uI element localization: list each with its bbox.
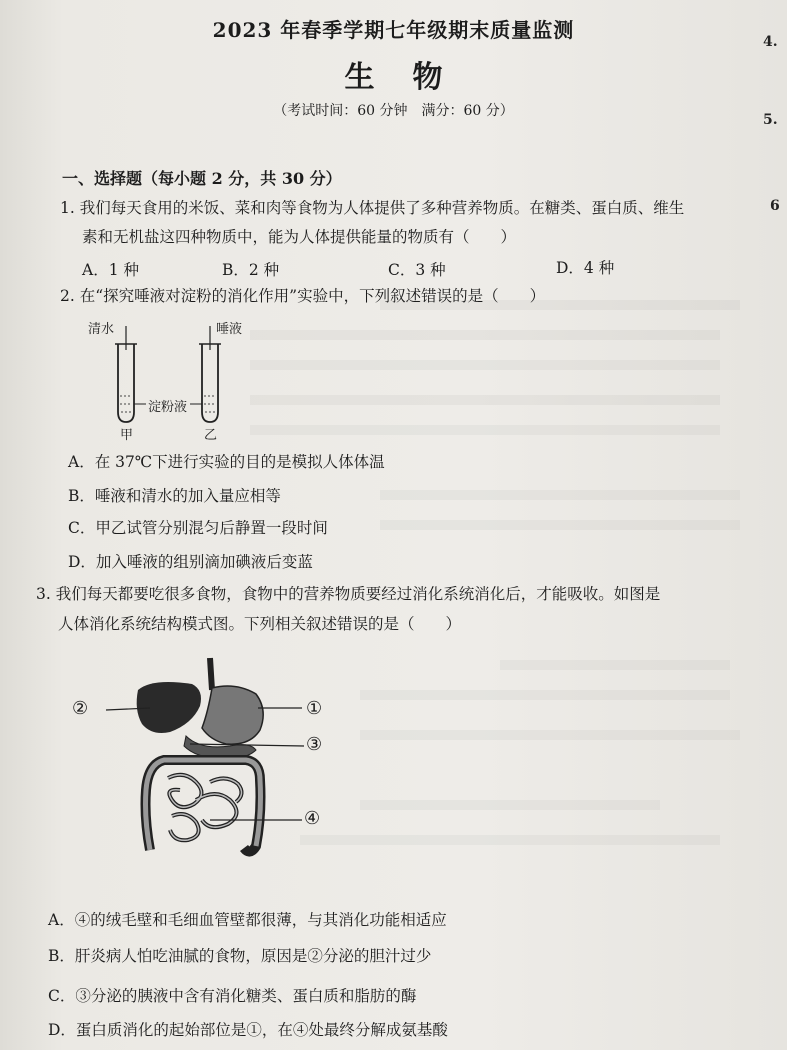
q2-option-d: D．加入唾液的组别滴加碘液后变蓝 (68, 553, 313, 571)
q3-option-c: C．③分泌的胰液中含有消化糖类、蛋白质和脂肪的酶 (48, 987, 417, 1005)
label-water: 清水 (88, 322, 115, 337)
q2-stem: 2. 在“探究唾液对淀粉的消化作用”实验中，下列叙述错误的是（ ） (60, 287, 546, 305)
label-1-stomach: ① (306, 698, 323, 719)
test-tubes-drawing (84, 320, 244, 440)
q3-option-d: D．蛋白质消化的起始部位是①，在④处最终分解成氨基酸 (48, 1021, 448, 1039)
q3-option-b: B．肝炎病人怕吃油腻的食物，原因是②分泌的胆汁过少 (48, 947, 432, 965)
label-starch: 淀粉液 (148, 400, 188, 415)
q2-option-c: C．甲乙试管分别混匀后静置一段时间 (68, 519, 328, 537)
label-3-pancreas: ③ (306, 734, 323, 755)
label-tube-a: 甲 (120, 428, 134, 443)
q3-stem-line2: 人体消化系统结构模式图。下列相关叙述错误的是（ ） (58, 615, 462, 633)
edge-mark-5: 5. (763, 112, 778, 128)
q2-option-a: A．在 37℃下进行实验的目的是模拟人体体温 (68, 453, 385, 471)
edge-mark-6: 6 (770, 198, 780, 214)
digestive-system-drawing (60, 650, 350, 870)
exam-info: （考试时间：60 分钟 满分：60 分） (273, 103, 514, 119)
label-tube-b: 乙 (204, 428, 218, 443)
label-2-liver: ② (72, 698, 89, 719)
q1-option-b: B．2 种 (222, 261, 280, 279)
label-saliva: 唾液 (216, 322, 243, 337)
q2-option-b: B．唾液和清水的加入量应相等 (68, 487, 281, 505)
q1-option-d: D．4 种 (556, 259, 615, 277)
q3-option-a: A．④的绒毛壁和毛细血管壁都很薄，与其消化功能相适应 (48, 911, 447, 929)
subject-title: 生物 (344, 60, 481, 95)
q1-stem-line1: 1. 我们每天食用的米饭、菜和肉等食物为人体提供了多种营养物质。在糖类、蛋白质、维生 (60, 199, 685, 217)
edge-mark-4: 4. (763, 34, 778, 50)
q1-option-a: A．1 种 (82, 261, 139, 279)
exam-title: 2023 年春季学期七年级期末质量监测 (212, 18, 575, 42)
section-heading: 一、选择题（每小题 2 分，共 30 分） (62, 169, 342, 188)
label-4-small-intestine: ④ (304, 808, 321, 829)
q1-option-c: C．3 种 (388, 261, 446, 279)
q1-stem-line2: 素和无机盐这四种物质中，能为人体提供能量的物质有（ ） (82, 228, 517, 246)
q3-stem-line1: 3. 我们每天都要吃很多食物，食物中的营养物质要经过消化系统消化后，才能吸收。如图是 (36, 585, 661, 603)
